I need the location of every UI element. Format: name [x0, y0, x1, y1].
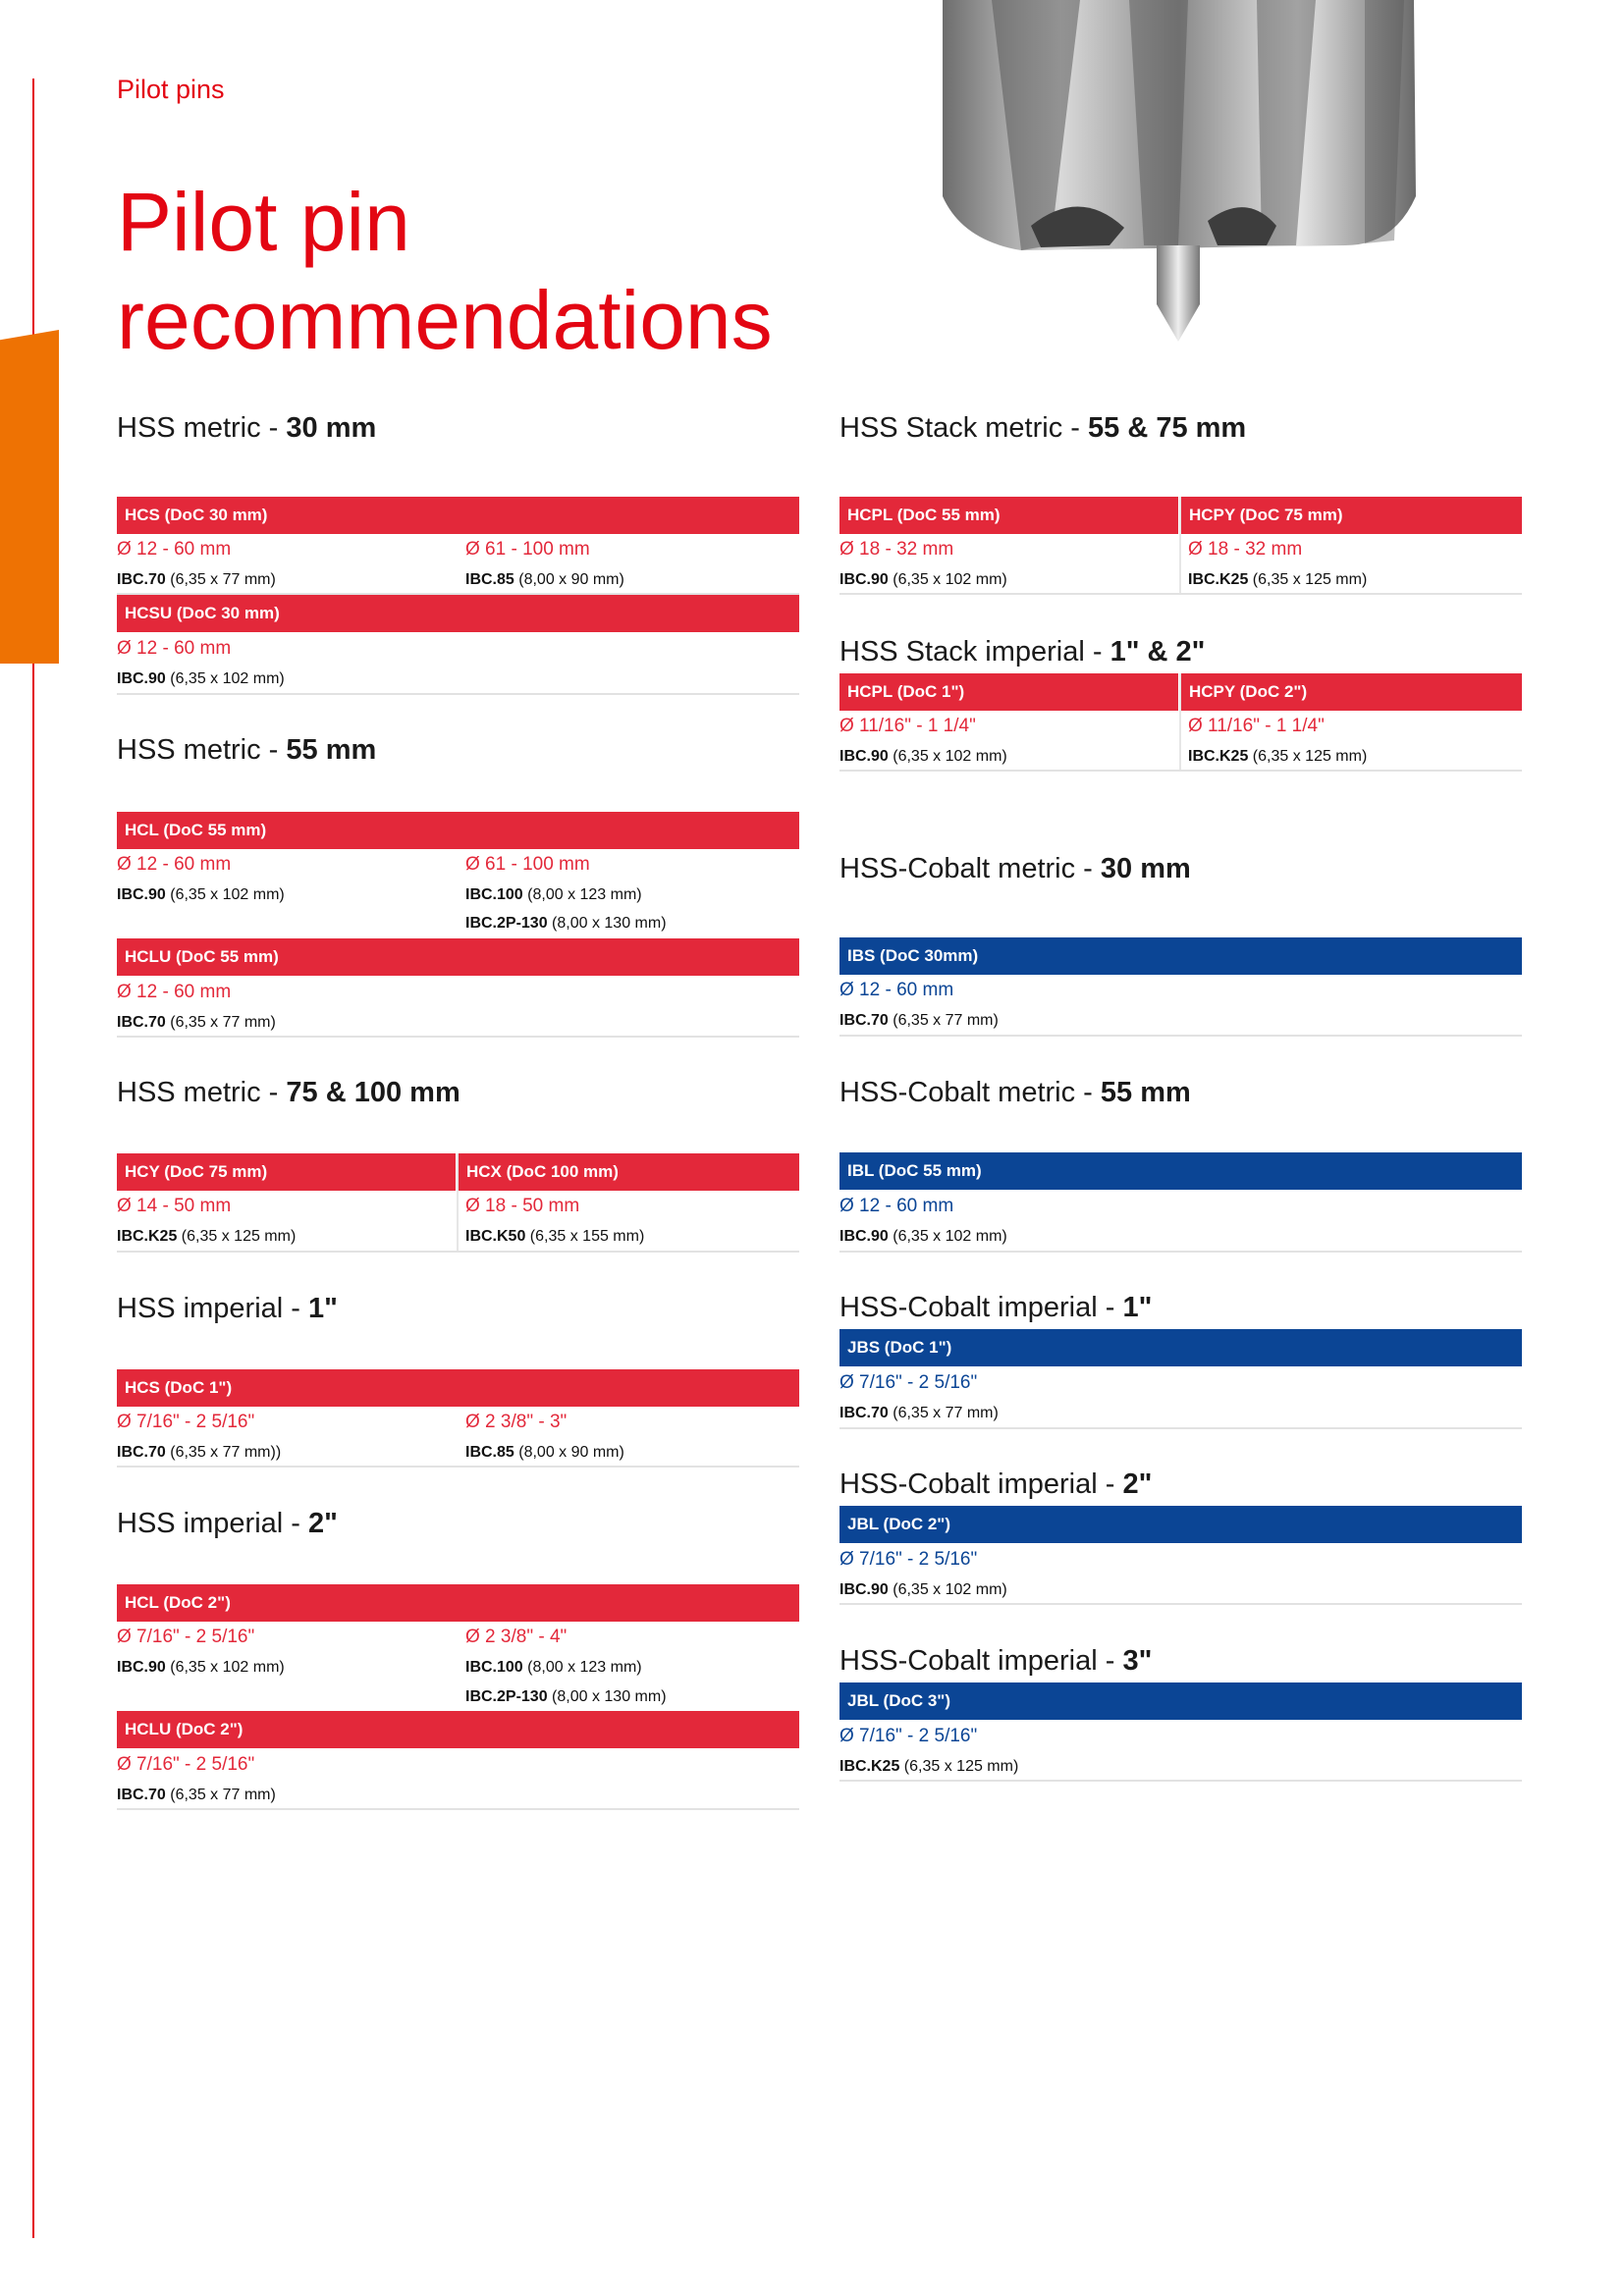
header-hclu-55: HCLU (DoC 55 mm)	[117, 938, 799, 976]
pin-hcx-100: IBC.K50 (6,35 x 155 mm)	[465, 1228, 645, 1245]
heading-hss-stack-metric: HSS Stack metric - 55 & 75 mm	[839, 412, 1247, 444]
divider	[839, 1251, 1522, 1253]
heading-hss-imperial-1: HSS imperial - 1"	[117, 1293, 338, 1324]
pin-hcl-55-c: IBC.2P-130 (8,00 x 130 mm)	[465, 915, 667, 932]
pin-hcpy-75: IBC.K25 (6,35 x 125 mm)	[1188, 571, 1368, 588]
page-title-line1: Pilot pin	[117, 176, 410, 268]
pin-hcy-75: IBC.K25 (6,35 x 125 mm)	[117, 1228, 297, 1245]
range-hcpy-2in: Ø 11/16" - 1 1/4"	[1188, 716, 1325, 736]
header-hcx-100: HCX (DoC 100 mm)	[459, 1153, 799, 1191]
header-hcy-75: HCY (DoC 75 mm)	[117, 1153, 456, 1191]
pin-hclu-2in: IBC.70 (6,35 x 77 mm)	[117, 1787, 276, 1803]
range-hcy-75: Ø 14 - 50 mm	[117, 1196, 232, 1216]
pin-ibs-30: IBC.70 (6,35 x 77 mm)	[839, 1012, 999, 1029]
range-hcl-55-b: Ø 61 - 100 mm	[465, 854, 590, 875]
range-hcs-1in-b: Ø 2 3/8" - 3"	[465, 1412, 568, 1432]
header-ibs-30: IBS (DoC 30mm)	[839, 937, 1522, 975]
header-hcl-2in: HCL (DoC 2")	[117, 1584, 799, 1622]
heading-hss-imperial-2: HSS imperial - 2"	[117, 1508, 338, 1539]
divider	[117, 1808, 799, 1810]
header-hcl-55: HCL (DoC 55 mm)	[117, 812, 799, 849]
divider	[839, 1603, 1522, 1605]
range-hcpy-75: Ø 18 - 32 mm	[1188, 539, 1303, 560]
column-divider	[1179, 497, 1181, 595]
heading-hss-metric-75-100: HSS metric - 75 & 100 mm	[117, 1077, 460, 1108]
range-hcl-2in-b: Ø 2 3/8" - 4"	[465, 1627, 568, 1647]
divider	[117, 1036, 799, 1038]
divider	[839, 593, 1522, 595]
heading-cobalt-metric-55: HSS-Cobalt metric - 55 mm	[839, 1077, 1191, 1108]
heading-hss-metric-55: HSS metric - 55 mm	[117, 734, 377, 766]
header-hcpy-2in: HCPY (DoC 2")	[1181, 673, 1522, 711]
pin-hcs-1in-a: IBC.70 (6,35 x 77 mm))	[117, 1444, 282, 1461]
divider	[117, 1466, 799, 1468]
pin-hcl-2in-c: IBC.2P-130 (8,00 x 130 mm)	[465, 1688, 667, 1705]
pin-hcpy-2in: IBC.K25 (6,35 x 125 mm)	[1188, 748, 1368, 765]
header-hclu-2in: HCLU (DoC 2")	[117, 1711, 799, 1748]
pin-ibl-55: IBC.90 (6,35 x 102 mm)	[839, 1228, 1007, 1245]
pin-hcs-30-a: IBC.70 (6,35 x 77 mm)	[117, 571, 276, 588]
header-ibl-55: IBL (DoC 55 mm)	[839, 1152, 1522, 1190]
range-jbs-1in: Ø 7/16" - 2 5/16"	[839, 1372, 978, 1393]
range-ibl-55: Ø 12 - 60 mm	[839, 1196, 954, 1216]
header-hcpl-55: HCPL (DoC 55 mm)	[839, 497, 1178, 534]
range-hcpl-55: Ø 18 - 32 mm	[839, 539, 954, 560]
range-hcs-30-a: Ø 12 - 60 mm	[117, 539, 232, 560]
pin-jbl-2in: IBC.90 (6,35 x 102 mm)	[839, 1581, 1007, 1598]
divider	[117, 693, 799, 695]
page-title	[117, 173, 773, 369]
header-jbl-2in: JBL (DoC 2")	[839, 1506, 1522, 1543]
annular-cutter-image	[933, 0, 1424, 353]
heading-cobalt-metric-30: HSS-Cobalt metric - 30 mm	[839, 853, 1191, 884]
header-hcs-1in: HCS (DoC 1")	[117, 1369, 799, 1407]
divider	[839, 770, 1522, 772]
pin-jbs-1in: IBC.70 (6,35 x 77 mm)	[839, 1405, 999, 1421]
header-hcsu-30: HCSU (DoC 30 mm)	[117, 595, 799, 632]
divider	[117, 1251, 799, 1253]
pin-hclu-55: IBC.70 (6,35 x 77 mm)	[117, 1014, 276, 1031]
pin-hcpl-55: IBC.90 (6,35 x 102 mm)	[839, 571, 1007, 588]
pin-hcl-2in-a: IBC.90 (6,35 x 102 mm)	[117, 1659, 285, 1676]
heading-hss-stack-imperial: HSS Stack imperial - 1" & 2"	[839, 636, 1206, 667]
heading-cobalt-imperial-2: HSS-Cobalt imperial - 2"	[839, 1468, 1153, 1500]
divider	[839, 1780, 1522, 1782]
pin-hcpl-1in: IBC.90 (6,35 x 102 mm)	[839, 748, 1007, 765]
range-hcx-100: Ø 18 - 50 mm	[465, 1196, 580, 1216]
pin-jbl-3in: IBC.K25 (6,35 x 125 mm)	[839, 1758, 1019, 1775]
range-hcs-1in-a: Ø 7/16" - 2 5/16"	[117, 1412, 255, 1432]
range-hclu-55: Ø 12 - 60 mm	[117, 982, 232, 1002]
header-jbs-1in: JBS (DoC 1")	[839, 1329, 1522, 1366]
range-hcsu-30: Ø 12 - 60 mm	[117, 638, 232, 659]
range-hcpl-1in: Ø 11/16" - 1 1/4"	[839, 716, 976, 736]
header-hcs-30: HCS (DoC 30 mm)	[117, 497, 799, 534]
heading-hss-metric-30: HSS metric - 30 mm	[117, 412, 377, 444]
section-label: Pilot pins	[117, 75, 225, 104]
header-hcpl-1in: HCPL (DoC 1")	[839, 673, 1178, 711]
column-divider	[457, 1153, 459, 1252]
page-title-line2: recommendations	[117, 274, 773, 366]
range-ibs-30: Ø 12 - 60 mm	[839, 980, 954, 1000]
header-jbl-3in: JBL (DoC 3")	[839, 1682, 1522, 1720]
range-hcs-30-b: Ø 61 - 100 mm	[465, 539, 590, 560]
orange-side-tab	[0, 330, 59, 664]
heading-cobalt-imperial-1: HSS-Cobalt imperial - 1"	[839, 1292, 1153, 1323]
divider	[839, 1035, 1522, 1037]
range-hclu-2in: Ø 7/16" - 2 5/16"	[117, 1754, 255, 1775]
pin-hcs-30-b: IBC.85 (8,00 x 90 mm)	[465, 571, 624, 588]
range-jbl-2in: Ø 7/16" - 2 5/16"	[839, 1549, 978, 1570]
range-jbl-3in: Ø 7/16" - 2 5/16"	[839, 1726, 978, 1746]
pin-hcl-2in-b: IBC.100 (8,00 x 123 mm)	[465, 1659, 642, 1676]
header-hcpy-75: HCPY (DoC 75 mm)	[1181, 497, 1522, 534]
pin-hcsu-30: IBC.90 (6,35 x 102 mm)	[117, 670, 285, 687]
pin-hcl-55-b: IBC.100 (8,00 x 123 mm)	[465, 886, 642, 903]
pin-hcl-55-a: IBC.90 (6,35 x 102 mm)	[117, 886, 285, 903]
pin-hcs-1in-b: IBC.85 (8,00 x 90 mm)	[465, 1444, 624, 1461]
divider	[839, 1427, 1522, 1429]
column-divider	[1179, 673, 1181, 772]
range-hcl-55-a: Ø 12 - 60 mm	[117, 854, 232, 875]
range-hcl-2in-a: Ø 7/16" - 2 5/16"	[117, 1627, 255, 1647]
heading-cobalt-imperial-3: HSS-Cobalt imperial - 3"	[839, 1645, 1153, 1677]
